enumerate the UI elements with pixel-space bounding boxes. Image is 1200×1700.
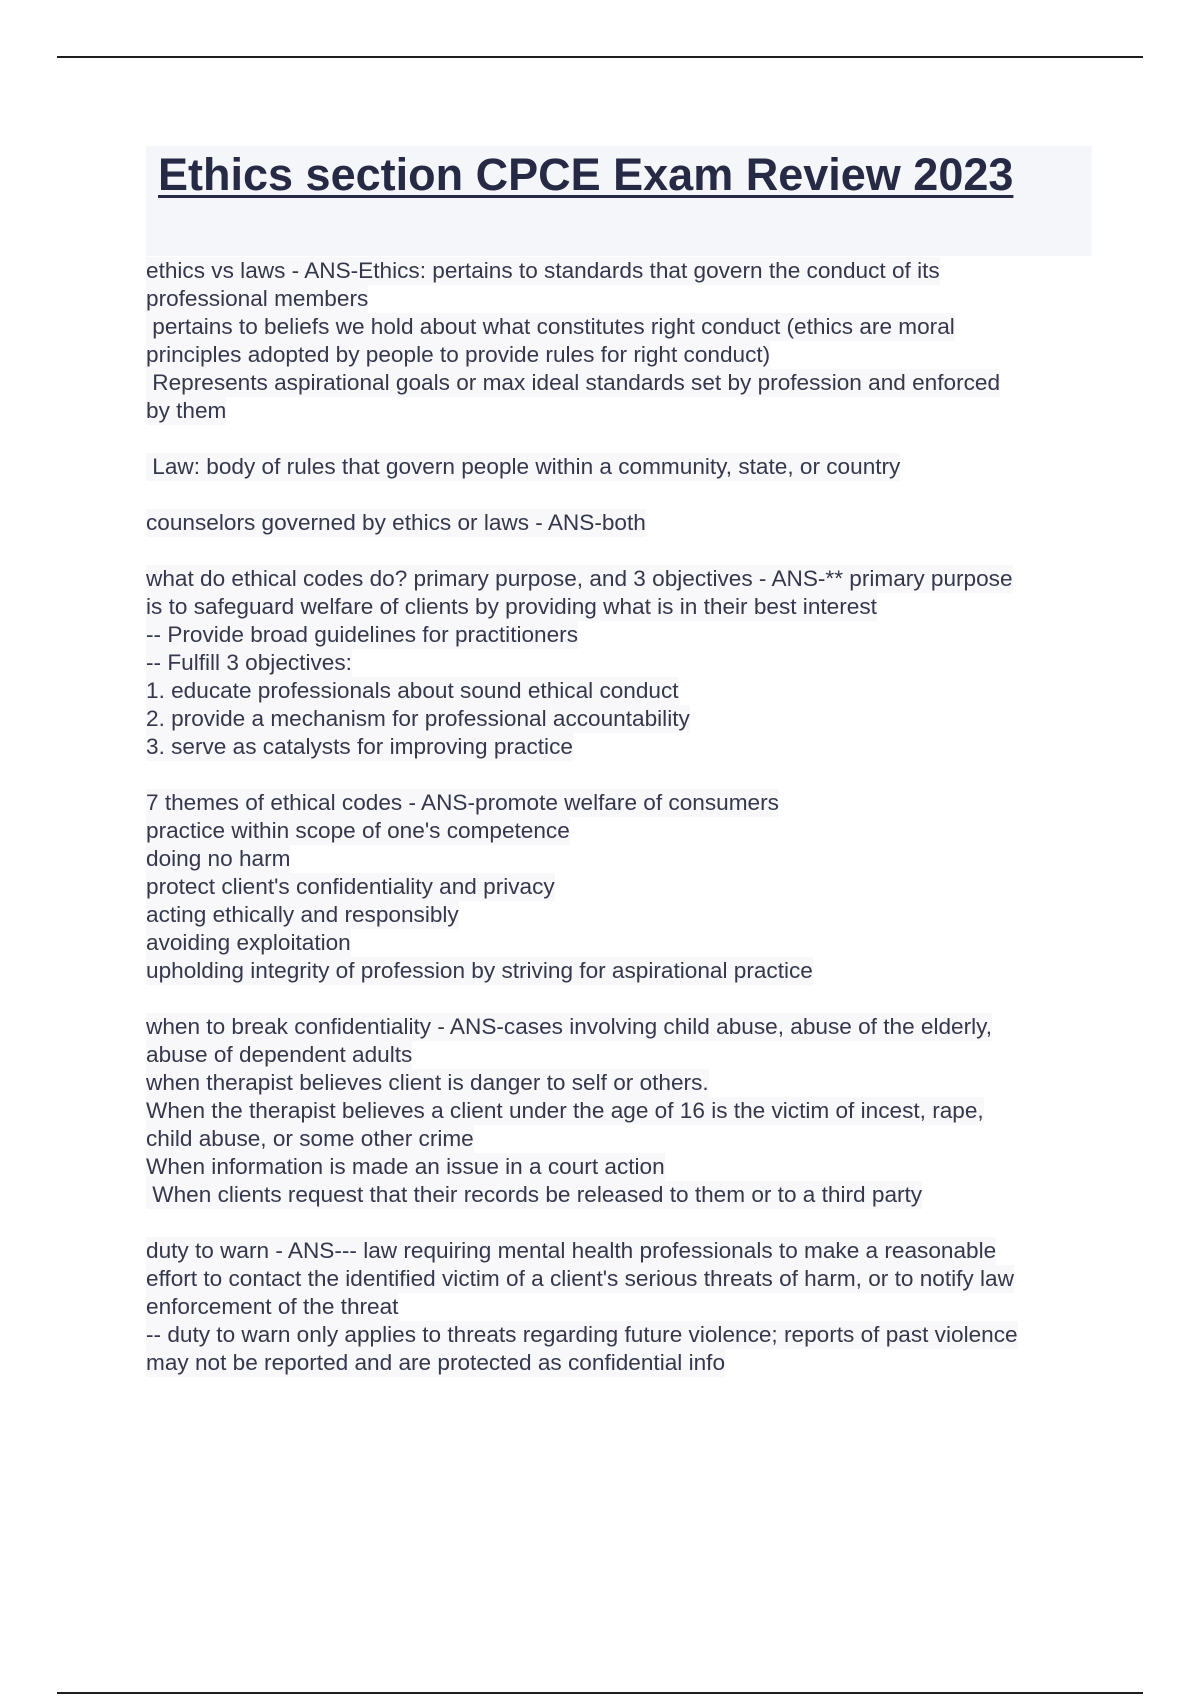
text-line: 1. educate professionals about sound ethical conduct [146,678,679,703]
qa-entry [146,789,1092,985]
text-line: counselors governed by ethics or laws - ANS-both [146,510,646,535]
text-line: professional members [146,286,369,311]
document-title: Ethics section CPCE Exam Review 2023 [158,149,1014,200]
text-line: -- Fulfill 3 objectives: [146,650,352,675]
text-line: Law: body of rules that govern people within a community, state, or country [146,454,901,479]
text-line: protect client's confidentiality and privacy [146,874,555,899]
text-line: enforcement of the threat [146,1294,399,1319]
text-line: may not be reported and are protected as confidential info [146,1350,726,1375]
text-line: abuse of dependent adults [146,1042,413,1067]
top-rule [57,56,1143,58]
text-line: pertains to beliefs we hold about what constitutes right conduct (ethics are moral [146,314,955,339]
qa-entry [146,257,1092,481]
text-line: ethics vs laws - ANS-Ethics: pertains to standards that govern the conduct of its [146,258,940,283]
text-line: principles adopted by people to provide rules for right conduct) [146,342,771,367]
text-line: Represents aspirational goals or max ideal standards set by profession and enforced [146,370,1001,395]
text-line: When clients request that their records be released to them or to a third party [146,1182,923,1207]
paragraph-gap [146,537,1092,565]
text-line: When the therapist believes a client under the age of 16 is the victim of incest, rape, [146,1098,984,1123]
text-line: upholding integrity of profession by striving for aspirational practice [146,958,813,983]
text-line: practice within scope of one's competence [146,818,570,843]
text-line: duty to warn - ANS--- law requiring mental health professionals to make a reasonable [146,1238,997,1263]
text-line: effort to contact the identified victim of a client's serious threats of harm, or to notify law [146,1266,1014,1291]
text-line: when to break confidentiality - ANS-cases involving child abuse, abuse of the elderly, [146,1014,993,1039]
text-line: avoiding exploitation [146,930,351,955]
text-line: when therapist believes client is danger to self or others. [146,1070,709,1095]
text-line: child abuse, or some other crime [146,1126,474,1151]
qa-entry [146,1013,1092,1209]
paragraph-gap [146,985,1092,1013]
text-line: 2. provide a mechanism for professional accountability [146,706,690,731]
text-line: what do ethical codes do? primary purpose, and 3 objectives - ANS-** primary purpose [146,566,1013,591]
qa-entry [146,1237,1092,1377]
document-body [146,257,1092,1377]
text-line: 7 themes of ethical codes - ANS-promote welfare of consumers [146,790,779,815]
paragraph-gap [146,761,1092,789]
text-line: -- Provide broad guidelines for practitioners [146,622,579,647]
text-line: doing no harm [146,846,291,871]
paragraph-gap [146,481,1092,509]
text-line: 3. serve as catalysts for improving practice [146,734,573,759]
bottom-rule [57,1692,1143,1694]
qa-entry [146,565,1092,761]
text-line: When information is made an issue in a court action [146,1154,665,1179]
paragraph-gap [146,1209,1092,1237]
text-line: -- duty to warn only applies to threats regarding future violence; reports of past violence [146,1322,1018,1347]
line-gap [146,425,1092,453]
text-line: is to safeguard welfare of clients by providing what is in their best interest [146,594,877,619]
text-line: acting ethically and responsibly [146,902,459,927]
text-line: by them [146,398,227,423]
qa-entry [146,509,1092,537]
